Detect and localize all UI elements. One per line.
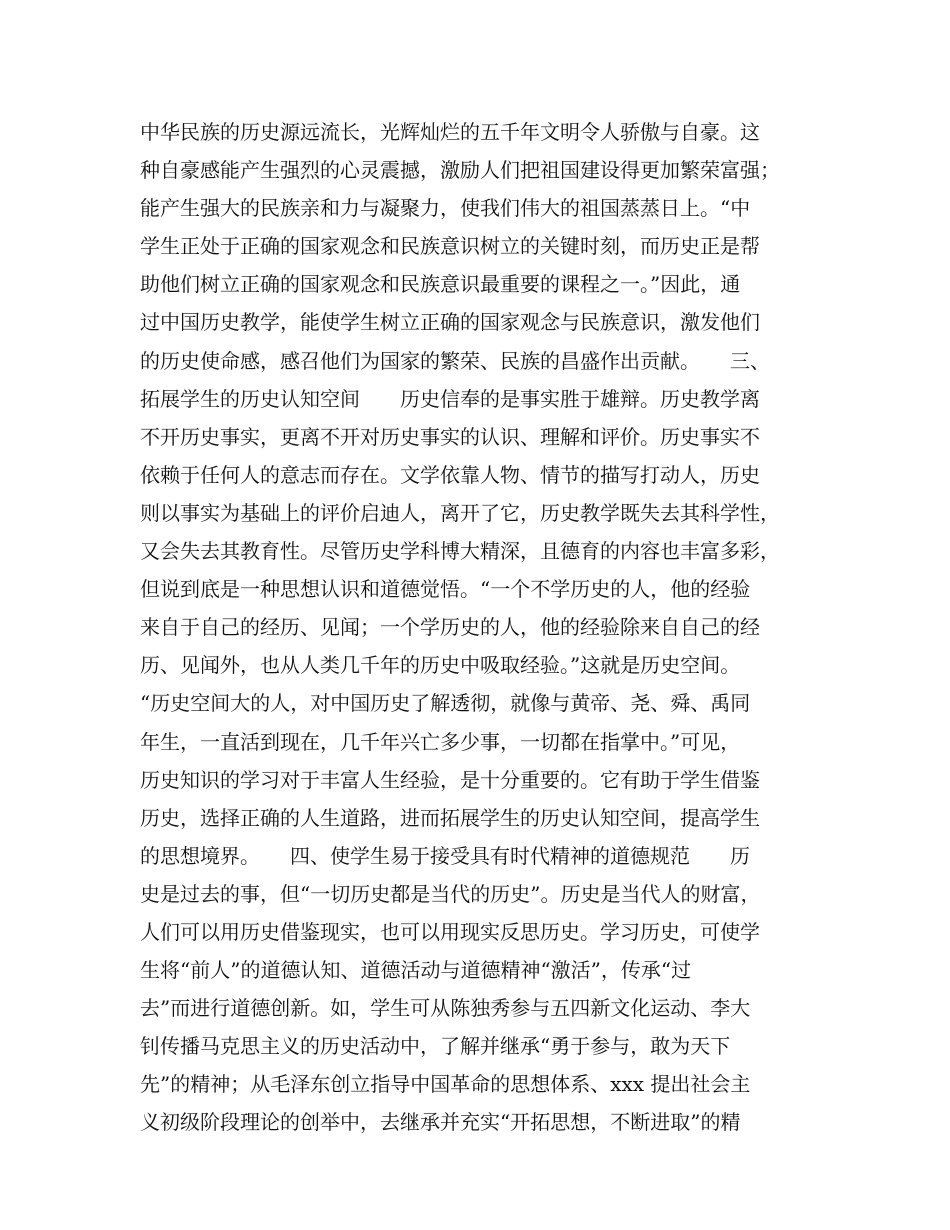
text-line: 先”的精神；从毛泽东创立指导中国革命的思想体系、xxx 提出社会主 — [140, 1072, 751, 1097]
text-line: 生将“前人”的道德认知、道德活动与道德精神“激活”，传承“过 — [140, 958, 692, 983]
text-line: 历史知识的学习对于丰富人生经验，是十分重要的。它有助于学生借鉴 — [140, 767, 760, 792]
text-line: 的历史使命感，感召他们为国家的繁荣、民族的昌盛作出贡献。 三、 — [140, 348, 770, 373]
text-line: 助他们树立正确的国家观念和民族意识最重要的课程之一。”因此，通 — [140, 272, 741, 297]
text-line: 但说到底是一种思想认识和道德觉悟。“一个不学历史的人，他的经验 — [140, 577, 751, 602]
text-line: 则以事实为基础上的评价启迪人，离开了它，历史教学既失去其科学性， — [140, 500, 780, 525]
text-line: 义初级阶段理论的创举中，去继承并充实“开拓思想，不断进取”的精 — [140, 1110, 741, 1135]
text-line: 历、见闻外，也从人类几千年的历史中吸取经验。”这就是历史空间。 — [140, 653, 741, 678]
text-line: 去”而进行道德创新。如，学生可从陈独秀参与五四新文化运动、李大 — [140, 996, 751, 1021]
text-line: 年生，一直活到现在，几千年兴亡多少事，一切都在指掌中。”可见， — [140, 729, 741, 754]
text-line: 拓展学生的历史认知空间 历史信奉的是事实胜于雄辩。历史教学离 — [140, 386, 760, 411]
text-line: 的思想境界。 四、使学生易于接受具有时代精神的道德规范 历 — [140, 843, 750, 868]
text-line: “历史空间大的人，对中国历史了解透彻，就像与黄帝、尧、舜、禹同 — [140, 691, 751, 716]
text-line: 史是过去的事，但“一切历史都是当代的历史”。历史是当代人的财富， — [140, 881, 761, 906]
text-line: 依赖于任何人的意志而存在。文学依靠人物、情节的描写打动人，历史 — [140, 462, 760, 487]
text-line: 人们可以用历史借鉴现实，也可以用现实反思历史。学习历史，可使学 — [140, 919, 760, 944]
text-line: 种自豪感能产生强烈的心灵震撼，激励人们把祖国建设得更加繁荣富强； — [140, 158, 780, 183]
text-line: 过中国历史教学，能使学生树立正确的国家观念与民族意识，激发他们 — [140, 310, 760, 335]
text-line: 学生正处于正确的国家观念和民族意识树立的关键时刻，而历史正是帮 — [140, 234, 760, 259]
text-line: 来自于自己的经历、见闻；一个学历史的人，他的经验除来自自己的经 — [140, 615, 760, 640]
text-line: 钊传播马克思主义的历史活动中，了解并继承“勇于参与，敢为天下 — [140, 1034, 731, 1059]
text-line: 不开历史事实，更离不开对历史事实的认识、理解和评价。历史事实不 — [140, 424, 760, 449]
text-line: 又会失去其教育性。尽管历史学科博大精深，且德育的内容也丰富多彩， — [140, 539, 780, 564]
text-line: 中华民族的历史源远流长，光辉灿烂的五千年文明令人骄傲与自豪。这 — [140, 120, 760, 144]
body-text — [140, 113, 840, 1142]
text-line: 历史，选择正确的人生道路，进而拓展学生的历史认知空间，提高学生 — [140, 805, 760, 830]
text-line: 能产生强大的民族亲和力与凝聚力，使我们伟大的祖国蒸蒸日上。“中 — [140, 196, 751, 221]
